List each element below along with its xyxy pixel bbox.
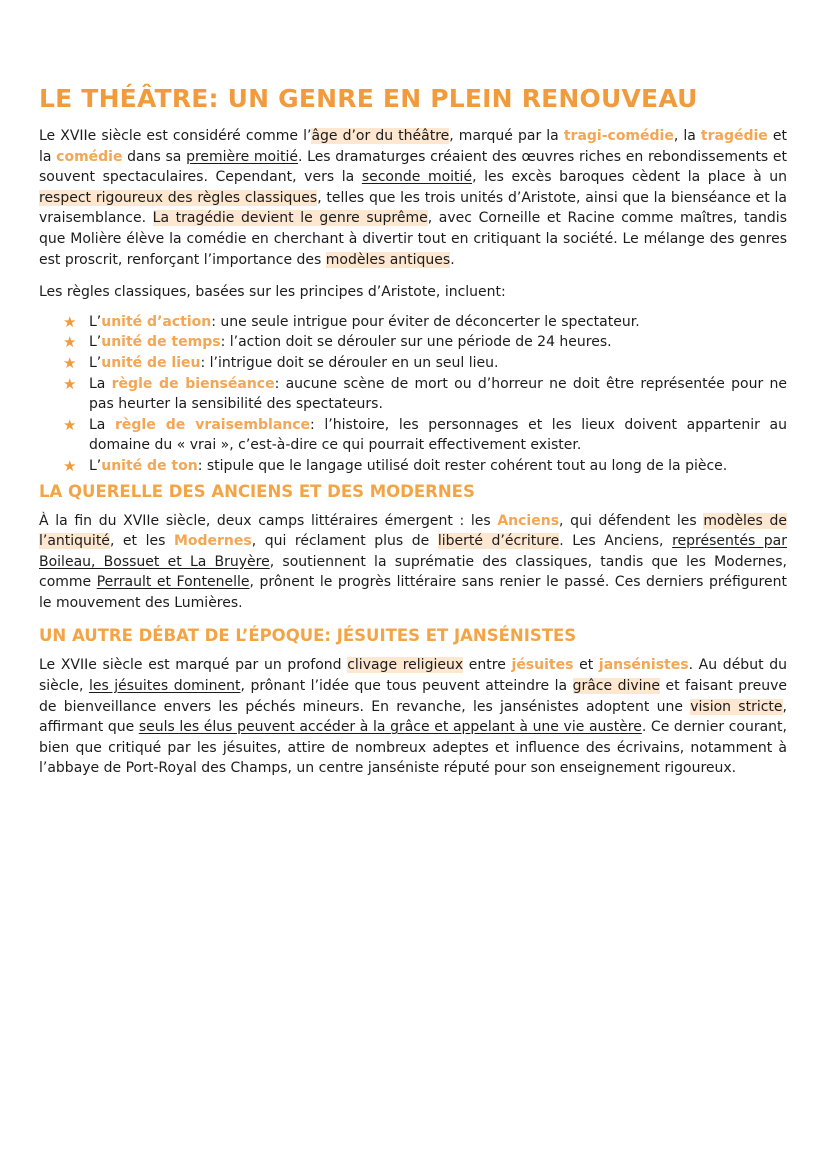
keyword: unité d’action xyxy=(101,313,212,330)
underlined-text: représentés par Boileau, Bossuet et La Bruyère xyxy=(39,533,788,570)
text: , avec Corneille et Racine comme maîtres, tandis que Molière élève la comédie en cherchant à divertir tout en critiquant la société. Le mélange des genres est proscrit, renforçant l’importance des xyxy=(39,210,787,268)
text: et la xyxy=(39,128,787,165)
jesuites-paragraph xyxy=(39,655,787,779)
keyword: règle de bienséance xyxy=(111,375,275,392)
querelle-paragraph xyxy=(39,511,787,614)
keyword: tragi-comédie xyxy=(563,128,674,144)
rules-intro: Les règles classiques, basées sur les principes d’Aristote, incluent: xyxy=(39,284,506,301)
star-icon: ★ xyxy=(63,415,77,434)
text: : l’histoire, les personnages et les lieux doivent appartenir au domaine du « vrai », c’est-à-dire ce qui pourrait effectivement exister. xyxy=(89,416,787,454)
text: L’ xyxy=(89,313,102,330)
keyword: jésuites xyxy=(511,657,574,674)
text: . xyxy=(450,251,455,268)
underlined-text: Perrault et Fontenelle xyxy=(96,574,250,591)
text: L’ xyxy=(89,334,102,351)
highlight: La tragédie devient le genre suprême xyxy=(152,210,428,227)
keyword: comédie xyxy=(56,148,123,165)
highlight: respect rigoureux des règles classiques xyxy=(39,189,318,206)
list-item xyxy=(63,353,787,374)
keyword: Anciens xyxy=(497,512,560,529)
text: : l’action doit se dérouler sur une période de 24 heures. xyxy=(220,334,612,351)
keyword: unité de lieu xyxy=(101,354,201,371)
section-heading-querelle: LA QUERELLE DES ANCIENS ET DES MODERNES xyxy=(39,481,475,501)
highlight: âge d’or du théâtre xyxy=(311,128,450,144)
text: : l’intrigue doit se dérouler en un seul lieu. xyxy=(200,354,499,371)
text: , marqué par la xyxy=(449,128,564,144)
highlight: modèles de l’antiquité xyxy=(39,512,788,550)
text: , la xyxy=(673,128,701,144)
text: , et les xyxy=(109,533,174,550)
text: À la fin du XVIIe siècle, deux camps littéraires émergent : les xyxy=(39,512,498,529)
keyword: unité de ton xyxy=(101,457,198,474)
text: , prônent le progrès littéraire sans renier le passé. Ces derniers préfigurent le mouvement des Lumières. xyxy=(39,574,787,611)
text: Le XVIIe siècle est marqué par un profond xyxy=(39,657,348,674)
underlined-text: seuls les élus peuvent accéder à la grâce et appelant à une vie austère xyxy=(138,719,642,736)
keyword: unité de temps xyxy=(101,334,221,351)
text: . Les Anciens, xyxy=(559,533,673,550)
text: , qui défendent les xyxy=(559,512,704,529)
text: , telles que les trois unités d’Aristote, ainsi que la bienséance et la vraisemblance. xyxy=(39,189,787,227)
text: L’ xyxy=(89,354,102,371)
text: , soutiennent la suprématie des classiques, tandis que les Modernes, comme xyxy=(39,553,787,591)
text: La xyxy=(89,416,115,433)
keyword: règle de vraisemblance xyxy=(115,416,311,433)
text: , affirmant que xyxy=(39,698,787,736)
keyword: tragédie xyxy=(700,128,768,144)
highlight: grâce divine xyxy=(572,678,661,695)
text: et xyxy=(573,657,599,674)
intro-paragraph xyxy=(39,126,787,270)
list-item xyxy=(63,374,787,415)
rules-list xyxy=(39,312,787,477)
highlight: vision stricte xyxy=(690,698,783,715)
text: : une seule intrigue pour éviter de déconcerter le spectateur. xyxy=(211,313,640,330)
section-heading-jesuites: UN AUTRE DÉBAT DE L’ÉPOQUE: JÉSUITES ET JANSÉNISTES xyxy=(39,626,577,646)
highlight: modèles antiques xyxy=(325,251,451,268)
list-item xyxy=(63,312,787,333)
text: et faisant preuve de bienveillance envers les péchés mineurs. En revanche, les jansénistes adoptent une xyxy=(39,678,787,715)
text: : aucune scène de mort ou d’horreur ne doit être représentée pour ne pas heurter la sensibilité des spectateurs. xyxy=(89,375,787,413)
text: . Au début du siècle, xyxy=(39,657,787,695)
underlined-text: première moitié xyxy=(186,148,298,165)
star-icon: ★ xyxy=(63,456,77,475)
text: Le XVIIe siècle est considéré comme l’ xyxy=(39,128,312,144)
list-item xyxy=(63,415,787,456)
text: , prônant l’idée que tous peuvent atteindre la xyxy=(240,678,573,695)
text: entre xyxy=(463,657,512,674)
highlight: clivage religieux xyxy=(347,657,464,674)
star-icon: ★ xyxy=(63,374,77,393)
star-icon: ★ xyxy=(63,353,77,372)
underlined-text: les jésuites dominent xyxy=(88,678,241,695)
text: , qui réclament plus de xyxy=(251,533,438,550)
page-title: LE THÉÂTRE: UN GENRE EN PLEIN RENOUVEAU xyxy=(39,84,698,113)
text: . Les dramaturges créaient des œuvres riches en rebondissements et souvent spectaculaires. Cependant, vers la xyxy=(39,148,788,186)
text: dans sa xyxy=(122,148,187,165)
underlined-text: seconde moitié xyxy=(361,169,473,186)
text: , les excès baroques cèdent la place à un xyxy=(472,169,788,186)
keyword: jansénistes xyxy=(598,657,689,674)
text: : stipule que le langage utilisé doit rester cohérent tout au long de la pièce. xyxy=(197,457,728,474)
text: L’ xyxy=(89,457,102,474)
star-icon: ★ xyxy=(63,312,77,331)
text: La xyxy=(89,375,112,392)
list-item xyxy=(63,456,787,477)
highlight: liberté d’écriture xyxy=(437,533,560,550)
list-item xyxy=(63,332,787,353)
star-icon: ★ xyxy=(63,333,77,352)
keyword: Modernes xyxy=(173,533,252,550)
text: . Ce dernier courant, bien que critiqué par les jésuites, attire de nombreux adeptes et influence des écrivains, notamment à l’abbaye de Port-Royal des Champs, un centre janséniste réputé pour son enseignement rigoureux. xyxy=(39,719,787,777)
